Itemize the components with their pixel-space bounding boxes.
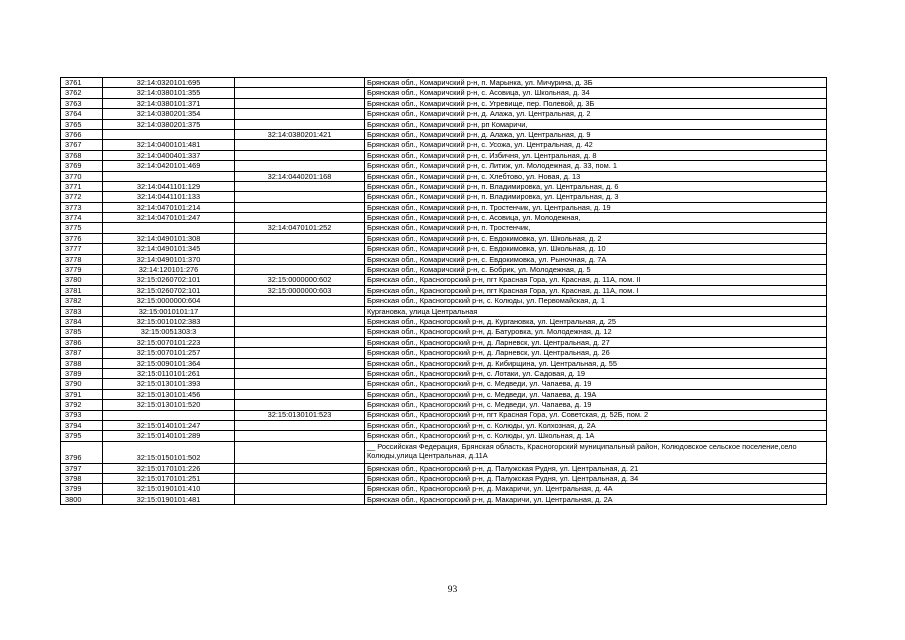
table-row [61,265,827,275]
table-row [61,285,827,295]
row-number-cell: 3784 [61,316,103,326]
cadastral-number-cell: 32:15:0130101:456 [103,389,235,399]
related-cadastral-number-cell [235,400,365,410]
cadastral-number-cell: 32:15:0190101:410 [103,484,235,494]
cadastral-number-cell: 32:15:0260702:101 [103,285,235,295]
cadastral-number-cell: 32:14:0380201:375 [103,119,235,129]
related-cadastral-number-cell [235,244,365,254]
row-number-cell: 3796 [61,441,103,463]
address-cell: Брянская обл., Красногорский р-н, пгт Красная Гора, ул. Красная, д. 11А, пом. II [365,275,827,285]
row-number-cell: 3778 [61,254,103,264]
row-number-cell: 3797 [61,463,103,473]
table-row [61,223,827,233]
address-cell: Брянская обл., Красногорский р-н, д. Кибирщина, ул. Центральная, д. 55 [365,358,827,368]
table-row [61,494,827,504]
cadastral-number-cell: 32:15:0070101:223 [103,337,235,347]
related-cadastral-number-cell [235,265,365,275]
cadastral-number-cell: 32:14:0490101:308 [103,233,235,243]
row-number-cell: 3793 [61,410,103,420]
related-cadastral-number-cell: 32:15:0000000:603 [235,285,365,295]
related-cadastral-number-cell: 32:14:0470101:252 [235,223,365,233]
row-number-cell: 3763 [61,98,103,108]
address-cell: Брянская обл., Красногорский р-н, д. Палужская Рудня, ул. Центральная, д. 34 [365,474,827,484]
table-row [61,275,827,285]
cadastral-number-cell: 32:14:0400401:337 [103,150,235,160]
row-number-cell: 3787 [61,348,103,358]
table-row [61,400,827,410]
row-number-cell: 3773 [61,202,103,212]
cadastral-number-cell: 32:15:0010101:17 [103,306,235,316]
table-row [61,181,827,191]
table-row [61,244,827,254]
table-row [61,150,827,160]
address-cell: Брянская обл., Комаричский р-н, рп Комаричи, [365,119,827,129]
related-cadastral-number-cell [235,316,365,326]
table-row [61,337,827,347]
related-cadastral-number-cell [235,379,365,389]
related-cadastral-number-cell [235,119,365,129]
row-number-cell: 3789 [61,368,103,378]
related-cadastral-number-cell [235,109,365,119]
row-number-cell: 3798 [61,474,103,484]
related-cadastral-number-cell [235,233,365,243]
related-cadastral-number-cell [235,78,365,88]
property-register-table [60,77,827,505]
row-number-cell: 3770 [61,171,103,181]
row-number-cell: 3771 [61,181,103,191]
cadastral-number-cell: 32:15:0130101:520 [103,400,235,410]
table-row [61,88,827,98]
related-cadastral-number-cell [235,181,365,191]
row-number-cell: 3790 [61,379,103,389]
address-cell: Брянская обл., Комаричский р-н, п. Владимировка, ул. Центральная, д. 6 [365,181,827,191]
table-row [61,358,827,368]
address-cell: Брянская обл., Комаричский р-н, с. Избичня, ул. Центральная, д. 8 [365,150,827,160]
row-number-cell: 3788 [61,358,103,368]
row-number-cell: 3782 [61,296,103,306]
table-row [61,327,827,337]
related-cadastral-number-cell [235,348,365,358]
row-number-cell: 3768 [61,150,103,160]
row-number-cell: 3786 [61,337,103,347]
related-cadastral-number-cell [235,306,365,316]
address-cell: Брянская обл., Комаричский р-н, с. Угревище, пер. Полевой, д. 3Б [365,98,827,108]
table-row [61,161,827,171]
table-row [61,368,827,378]
address-cell: Брянская обл., Красногорский р-н, с. Медведи, ул. Чапаева, д. 19 [365,379,827,389]
row-number-cell: 3764 [61,109,103,119]
address-cell: Кургановка, улица Центральная [365,306,827,316]
cadastral-number-cell: 32:14:0380201:354 [103,109,235,119]
table-row [61,463,827,473]
related-cadastral-number-cell [235,389,365,399]
cadastral-number-cell: 32:14:0490101:345 [103,244,235,254]
address-cell: Брянская обл., Комаричский р-н, с. Асовица, ул. Школьная, д. 34 [365,88,827,98]
table-row [61,296,827,306]
table-row [61,254,827,264]
related-cadastral-number-cell [235,358,365,368]
table-row [61,410,827,420]
address-cell: Брянская обл., Комаричский р-н, с. Усожа, ул. Центральная, д. 42 [365,140,827,150]
row-number-cell: 3769 [61,161,103,171]
related-cadastral-number-cell [235,192,365,202]
table-row [61,213,827,223]
cadastral-number-cell: 32:14:0320101:695 [103,78,235,88]
row-number-cell: 3772 [61,192,103,202]
related-cadastral-number-cell: 32:14:0440201:168 [235,171,365,181]
table-body [61,78,827,505]
related-cadastral-number-cell [235,463,365,473]
row-number-cell: 3783 [61,306,103,316]
table-row [61,484,827,494]
row-number-cell: 3781 [61,285,103,295]
cadastral-number-cell: 32:15:0140101:247 [103,420,235,430]
table-row [61,316,827,326]
address-cell: Брянская обл., Красногорский р-н, с. Колюды, ул. Колхозная, д. 2А [365,420,827,430]
related-cadastral-number-cell [235,420,365,430]
cadastral-number-cell: 32:15:0260702:101 [103,275,235,285]
cadastral-number-cell: 32:15:0130101:393 [103,379,235,389]
cadastral-number-cell: 32:14:0470101:247 [103,213,235,223]
related-cadastral-number-cell [235,98,365,108]
table-row [61,192,827,202]
cadastral-number-cell [103,223,235,233]
table-row [61,474,827,484]
address-cell: Брянская обл., Комаричский р-н, д. Алажа, ул. Центральная, д. 9 [365,129,827,139]
row-number-cell: 3795 [61,431,103,441]
table-row [61,306,827,316]
row-number-cell: 3762 [61,88,103,98]
address-cell: __ Российская Федерация, Брянская область, Красногорский муниципальный район, Колюдовское сельское поселение,село Колюды,улица Центральная, д.11А [365,441,827,463]
cadastral-number-cell [103,129,235,139]
related-cadastral-number-cell: 32:14:0380201:421 [235,129,365,139]
table-row [61,109,827,119]
cadastral-number-cell: 32:15:0070101:257 [103,348,235,358]
cadastral-number-cell: 32:15:0090101:364 [103,358,235,368]
cadastral-number-cell: 32:15:0140101:289 [103,431,235,441]
address-cell: Брянская обл., Красногорский р-н, с. Колюды, ул. Школьная, д. 1А [365,431,827,441]
row-number-cell: 3779 [61,265,103,275]
address-cell: Брянская обл., Красногорский р-н, д. Кургановка, ул. Центральная, д. 25 [365,316,827,326]
address-cell: Брянская обл., Комаричский р-н, п. Тростенчик, ул. Центральная, д. 19 [365,202,827,212]
address-cell: Брянская обл., Красногорский р-н, д. Ларневск, ул. Центральная, д. 27 [365,337,827,347]
address-cell: Брянская обл., Комаричский р-н, с. Литиж, ул. Молодежная, д. 33, пом. 1 [365,161,827,171]
row-number-cell: 3800 [61,494,103,504]
address-cell: Брянская обл., Красногорский р-н, с. Лотаки, ул. Садовая, д. 19 [365,368,827,378]
related-cadastral-number-cell [235,474,365,484]
related-cadastral-number-cell [235,140,365,150]
table-row [61,129,827,139]
related-cadastral-number-cell [235,296,365,306]
cadastral-number-cell: 32:15:0190101:481 [103,494,235,504]
address-cell: Брянская обл., Красногорский р-н, д. Батуровка, ул. Молодежная, д. 12 [365,327,827,337]
table-row [61,98,827,108]
table-row [61,420,827,430]
address-cell: Брянская обл., Комаричский р-н, п. Марынка, ул. Мичурина, д. 3Б [365,78,827,88]
table-row [61,171,827,181]
related-cadastral-number-cell [235,494,365,504]
address-cell: Брянская обл., Комаричский р-н, с. Евдокимовка, ул. Школьная, д. 2 [365,233,827,243]
page-number: 93 [447,585,458,595]
related-cadastral-number-cell [235,202,365,212]
related-cadastral-number-cell [235,337,365,347]
address-cell: Брянская обл., Красногорский р-н, д. Макаричи, ул. Центральная, д. 4А [365,484,827,494]
table-row [61,379,827,389]
row-number-cell: 3775 [61,223,103,233]
cadastral-number-cell: 32:15:0170101:226 [103,463,235,473]
address-cell: Брянская обл., Красногорский р-н, с. Медведи, ул. Чапаева, д. 19 [365,400,827,410]
address-cell: Брянская обл., Красногорский р-н, д. Палужская Рудня, ул. Центральная, д. 21 [365,463,827,473]
address-cell: Брянская обл., Комаричский р-н, с. Евдокимовка, ул. Школьная, д. 10 [365,244,827,254]
cadastral-number-cell: 32:15:0110101:261 [103,368,235,378]
cadastral-number-cell: 32:14:0420101:469 [103,161,235,171]
address-cell: Брянская обл., Красногорский р-н, д. Ларневск, ул. Центральная, д. 26 [365,348,827,358]
related-cadastral-number-cell [235,213,365,223]
row-number-cell: 3761 [61,78,103,88]
row-number-cell: 3799 [61,484,103,494]
related-cadastral-number-cell [235,441,365,463]
related-cadastral-number-cell [235,150,365,160]
related-cadastral-number-cell: 32:15:0130101:523 [235,410,365,420]
related-cadastral-number-cell [235,484,365,494]
row-number-cell: 3774 [61,213,103,223]
cadastral-number-cell: 32:14:0441101:133 [103,192,235,202]
address-cell: Брянская обл., Комаричский р-н, с. Хлебтово, ул. Новая, д. 13 [365,171,827,181]
table-row [61,78,827,88]
cadastral-number-cell: 32:15:0150101:502 [103,441,235,463]
related-cadastral-number-cell [235,88,365,98]
address-cell: Брянская обл., Красногорский р-н, пгт Красная Гора, ул. Советская, д. 52Б, пом. 2 [365,410,827,420]
related-cadastral-number-cell [235,431,365,441]
table-row [61,140,827,150]
address-cell: Брянская обл., Красногорский р-н, с. Колюды, ул. Первомайская, д. 1 [365,296,827,306]
address-cell: Брянская обл., Красногорский р-н, пгт Красная Гора, ул. Красная, д. 11А, пом. I [365,285,827,295]
table-row [61,233,827,243]
row-number-cell: 3791 [61,389,103,399]
row-number-cell: 3776 [61,233,103,243]
row-number-cell: 3777 [61,244,103,254]
row-number-cell: 3766 [61,129,103,139]
address-cell: Брянская обл., Красногорский р-н, с. Медведи, ул. Чапаева, д. 19А [365,389,827,399]
table-row [61,348,827,358]
related-cadastral-number-cell [235,368,365,378]
address-cell: Брянская обл., Комаричский р-н, с. Асовица, ул. Молодежная, [365,213,827,223]
table-row [61,119,827,129]
cadastral-number-cell: 32:14:0380101:371 [103,98,235,108]
address-cell: Брянская обл., Комаричский р-н, с. Бобрик, ул. Молодежная, д. 5 [365,265,827,275]
table-row [61,389,827,399]
address-cell: Брянская обл., Комаричский р-н, п. Тростенчик, [365,223,827,233]
related-cadastral-number-cell [235,254,365,264]
cadastral-number-cell: 32:15:0051303:3 [103,327,235,337]
table-row [61,202,827,212]
cadastral-number-cell: 32:14:0470101:214 [103,202,235,212]
address-cell: Брянская обл., Комаричский р-н, с. Евдокимовка, ул. Рыночная, д. 7А [365,254,827,264]
cadastral-number-cell: 32:14:0441101:129 [103,181,235,191]
related-cadastral-number-cell [235,161,365,171]
related-cadastral-number-cell [235,327,365,337]
cadastral-number-cell [103,410,235,420]
cadastral-number-cell: 32:15:0010102:383 [103,316,235,326]
table-row [61,441,827,463]
table-row [61,431,827,441]
row-number-cell: 3767 [61,140,103,150]
cadastral-number-cell [103,171,235,181]
row-number-cell: 3792 [61,400,103,410]
row-number-cell: 3794 [61,420,103,430]
related-cadastral-number-cell: 32:15:0000000:602 [235,275,365,285]
address-cell: Брянская обл., Комаричский р-н, д. Алажа, ул. Центральная, д. 2 [365,109,827,119]
row-number-cell: 3780 [61,275,103,285]
address-cell: Брянская обл., Комаричский р-н, п. Владимировка, ул. Центральная, д. 3 [365,192,827,202]
cadastral-number-cell: 32:15:0000000:604 [103,296,235,306]
cadastral-number-cell: 32:15:0170101:251 [103,474,235,484]
cadastral-number-cell: 32:14:120101:276 [103,265,235,275]
address-cell: Брянская обл., Красногорский р-н, д. Макаричи, ул. Центральная, д. 2А [365,494,827,504]
cadastral-number-cell: 32:14:0400101:481 [103,140,235,150]
cadastral-number-cell: 32:14:0380101:355 [103,88,235,98]
row-number-cell: 3765 [61,119,103,129]
row-number-cell: 3785 [61,327,103,337]
cadastral-number-cell: 32:14:0490101:370 [103,254,235,264]
